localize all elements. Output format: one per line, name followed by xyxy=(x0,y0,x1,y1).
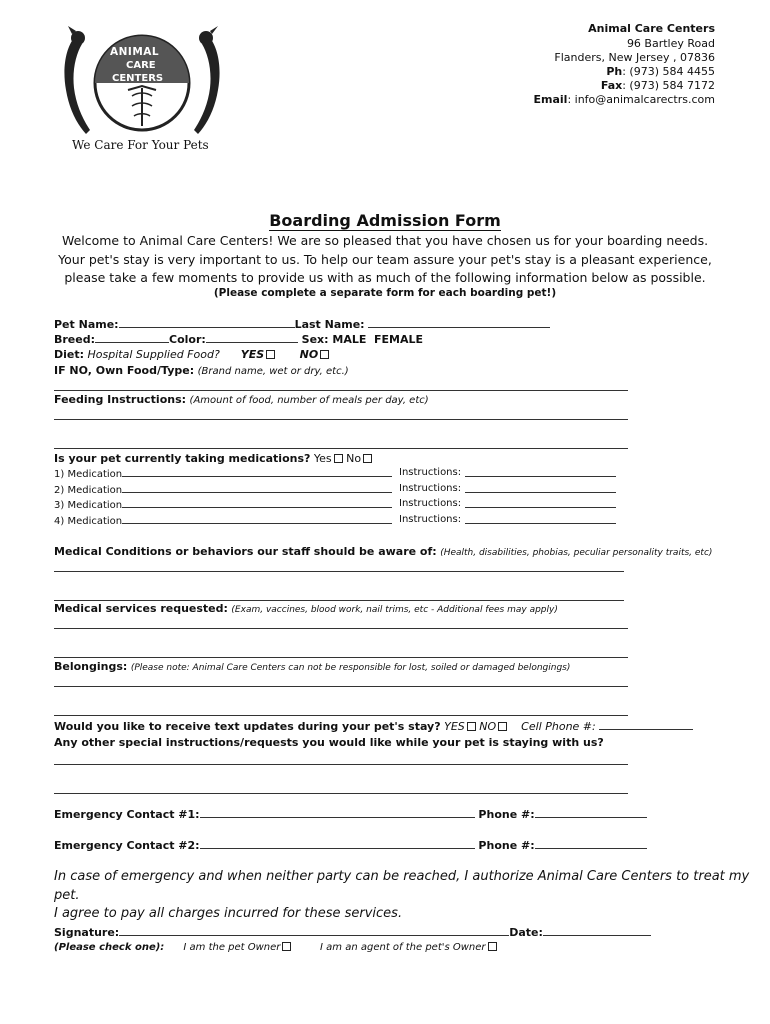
medication-row: 3) Medication Instructions: xyxy=(54,498,392,511)
medication-name-field[interactable] xyxy=(122,498,392,508)
clinic-city: Flanders, New Jersey , 07836 xyxy=(554,51,715,64)
clinic-fax: Fax: (973) 584 7172 xyxy=(600,79,715,92)
medication-instructions-field[interactable] xyxy=(465,467,616,477)
logo-line-3: CENTERS xyxy=(112,73,164,84)
medications-no-checkbox[interactable] xyxy=(363,454,372,463)
emergency-phone-2-field[interactable] xyxy=(535,839,647,849)
logo-tagline: We Care For Your Pets xyxy=(72,138,209,152)
form-intro: Welcome to Animal Care Centers! We are so pleased that you have chosen us for your boarding needs. Your pet's stay is very important to us. To help our team assure your pet's stay is a pleasant experience, please take a few moments to provide us with as much of the following information below as possible. xyxy=(58,233,712,285)
medication-name-field[interactable] xyxy=(122,483,392,493)
belongings-label-row: Belongings: (Please note: Animal Care Centers can not be responsible for lost, soiled or damaged belongings) xyxy=(54,660,571,673)
last-name-field[interactable] xyxy=(368,318,550,328)
medication-row: 1) Medication Instructions: xyxy=(54,467,392,480)
emergency-contact-2-field[interactable] xyxy=(200,839,475,849)
clinic-street: 96 Bartley Road xyxy=(626,37,715,50)
services-line-2[interactable] xyxy=(54,657,628,658)
diet-no-checkbox[interactable] xyxy=(320,350,329,359)
feeding-line-1[interactable] xyxy=(54,419,628,420)
logo-line-2: CARE xyxy=(126,60,156,71)
updates-yes-checkbox[interactable] xyxy=(467,722,476,731)
color-field[interactable] xyxy=(206,333,298,343)
emergency-contact-1-row: Emergency Contact #1: Phone #: xyxy=(54,808,647,821)
pet-name-field[interactable] xyxy=(119,318,295,328)
form-note: (Please complete a separate form for each boarding pet!) xyxy=(213,287,557,299)
emergency-phone-1-field[interactable] xyxy=(535,808,647,818)
agent-checkbox[interactable] xyxy=(488,942,497,951)
clinic-email: Email: info@animalcarectrs.com xyxy=(533,93,715,106)
feeding-label-row: Feeding Instructions: (Amount of food, number of meals per day, etc) xyxy=(54,393,429,406)
owner-checkbox[interactable] xyxy=(282,942,291,951)
medication-instructions-field[interactable] xyxy=(465,498,616,508)
own-food-line[interactable] xyxy=(54,390,628,391)
logo-graphic xyxy=(52,18,234,158)
sex-male-option[interactable]: MALE xyxy=(332,333,367,346)
feeding-line-2[interactable] xyxy=(54,448,628,449)
updates-no-checkbox[interactable] xyxy=(498,722,507,731)
clinic-logo xyxy=(52,18,234,158)
medication-row: 2) Medication Instructions: xyxy=(54,483,392,496)
form-title: Boarding Admission Form xyxy=(269,211,501,230)
emergency-contact-1-field[interactable] xyxy=(200,808,475,818)
medication-name-field[interactable] xyxy=(122,467,392,477)
signature-row: Signature: Date: xyxy=(54,926,651,939)
emergency-contact-2-row: Emergency Contact #2: Phone #: xyxy=(54,839,647,852)
diet-row: Diet: Hospital Supplied Food? YES NO xyxy=(54,348,329,361)
special-line-2[interactable] xyxy=(54,793,628,794)
conditions-label-row: Medical Conditions or behaviors our staff should be aware of: (Health, disabilities, phobias, peculiar personality traits, etc) xyxy=(54,545,713,558)
special-instructions-label: Any other special instructions/requests you would like while your pet is staying with us? xyxy=(54,736,604,749)
medication-name-field[interactable] xyxy=(122,514,392,524)
breed-field[interactable] xyxy=(95,333,169,343)
clinic-phone: Ph: (973) 584 4455 xyxy=(606,65,715,78)
medication-instructions-field[interactable] xyxy=(465,514,616,524)
medication-row: 4) Medication Instructions: xyxy=(54,514,392,527)
sex-female-option[interactable]: FEMALE xyxy=(374,333,424,346)
authorization-text: In case of emergency and when neither party can be reached, I authorize Animal Care Centers to treat my pet. I agree to pay all charges incurred for these services. xyxy=(54,869,750,921)
owner-check-row: (Please check one): I am the pet Owner I am an agent of the pet's Owner xyxy=(54,942,497,953)
breed-row: Breed: Color: Sex: MALE FEMALE xyxy=(54,333,424,346)
medications-yes-checkbox[interactable] xyxy=(334,454,343,463)
diet-yes-checkbox[interactable] xyxy=(266,350,275,359)
pet-name-row: Pet Name: Last Name: xyxy=(54,318,550,331)
date-field[interactable] xyxy=(543,926,651,936)
services-line-1[interactable] xyxy=(54,628,628,629)
special-line-1[interactable] xyxy=(54,764,628,765)
belongings-line-2[interactable] xyxy=(54,715,628,716)
cell-phone-field[interactable] xyxy=(599,720,693,730)
signature-field[interactable] xyxy=(119,926,509,936)
updates-question-row: Would you like to receive text updates during your pet's stay? YES NO Cell Phone #: xyxy=(54,720,693,733)
clinic-name: Animal Care Centers xyxy=(588,22,715,35)
belongings-line-1[interactable] xyxy=(54,686,628,687)
medications-question: Is your pet currently taking medications? Yes No xyxy=(54,452,372,465)
services-label-row: Medical services requested: (Exam, vaccines, blood work, nail trims, etc - Additional fees may apply) xyxy=(54,602,558,615)
logo-line-1: ANIMAL xyxy=(110,46,160,58)
conditions-line-2[interactable] xyxy=(54,600,624,601)
conditions-line-1[interactable] xyxy=(54,571,624,572)
medication-instructions-field[interactable] xyxy=(465,483,616,493)
own-food-row: IF NO, Own Food/Type: (Brand name, wet or dry, etc.) xyxy=(54,364,349,377)
